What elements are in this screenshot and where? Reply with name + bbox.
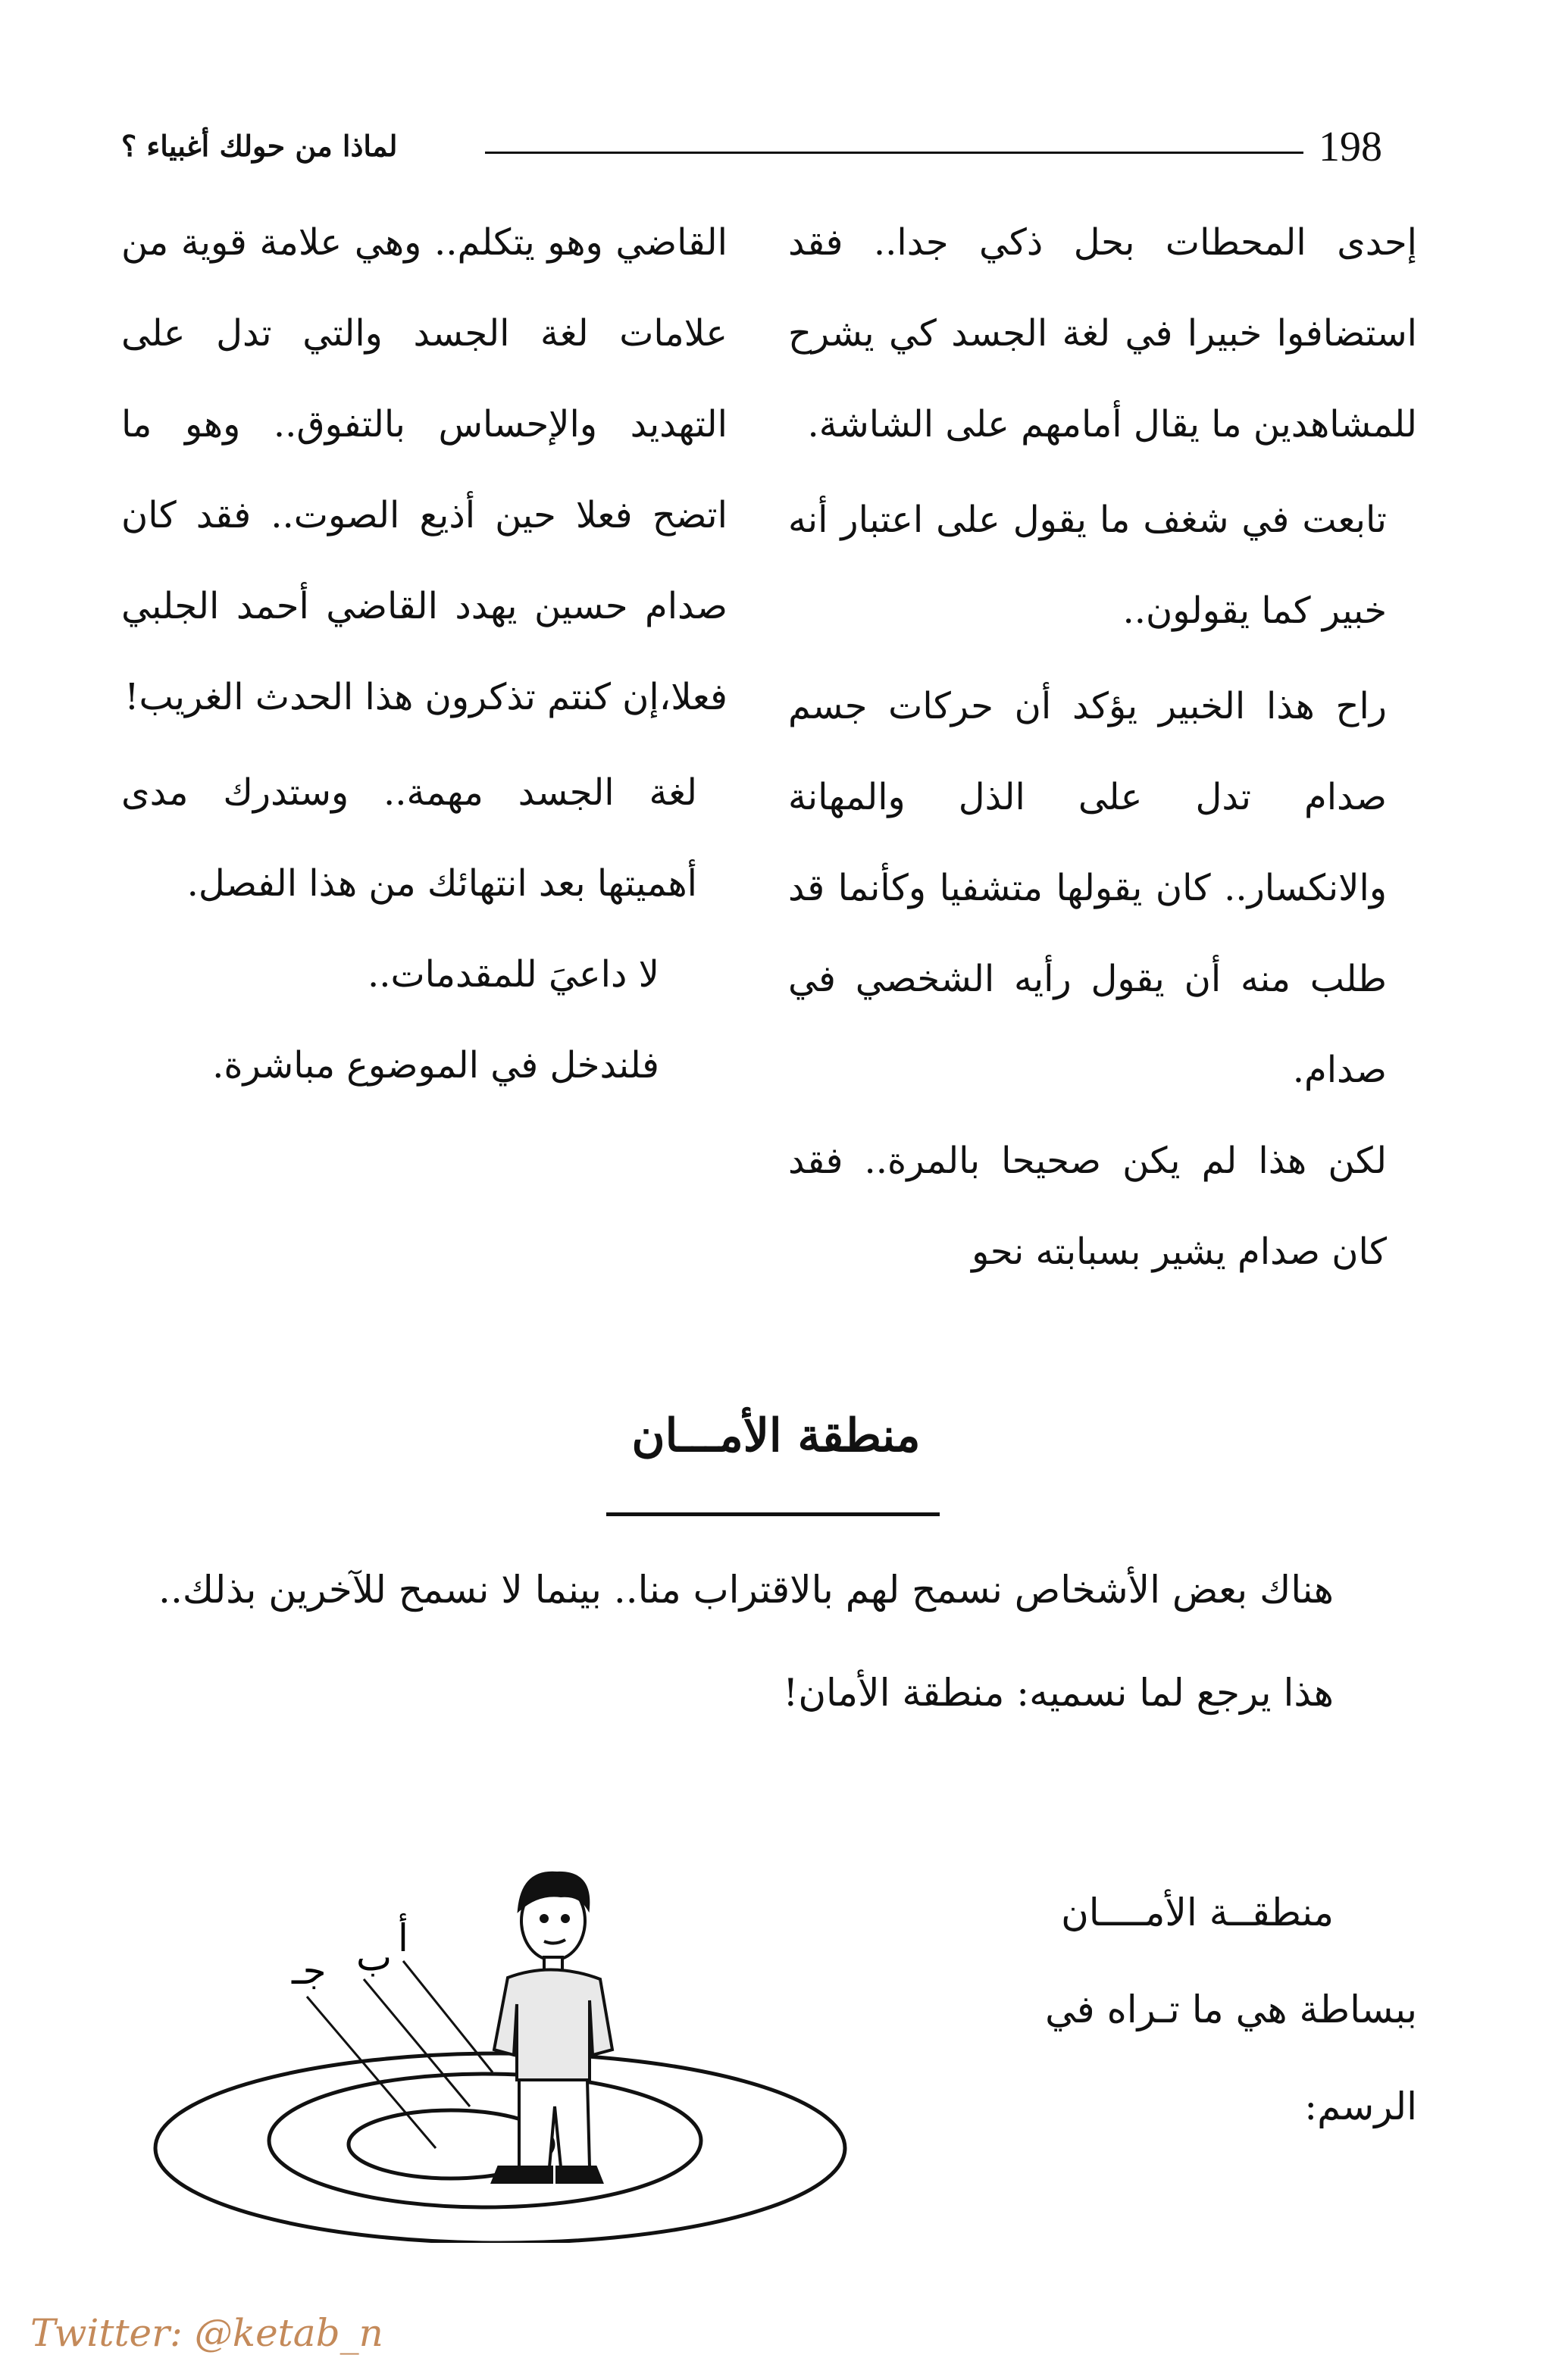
paragraph: هذا يرجع لما نسميه: منطقة الأمان! xyxy=(783,1671,1334,1715)
label-c: جـ xyxy=(292,1949,327,1993)
header-rule xyxy=(485,152,1303,154)
left-column xyxy=(121,197,728,1111)
side-line: منطقــة الأمــــان xyxy=(1061,1891,1334,1934)
paragraph: راح هذا الخبير يؤكد أن حركات جسم صدام تدل على الذل والمهانة والانكسار.. كان يقولها متشفيا وكأنما قد طلب منه أن يقول رأيه الشخصي في صدام. xyxy=(788,685,1387,1091)
paragraph: هناك بعض الأشخاص نسمح لهم بالاقتراب منا.. بينما لا نسمح للآخرين بذلك.. xyxy=(158,1568,1334,1612)
side-line: الرسم: xyxy=(1304,2084,1417,2128)
paragraph: فلندخل في الموضوع مباشرة. xyxy=(212,1044,659,1087)
person-figure xyxy=(493,1873,612,2182)
paragraph: لا داعيَ للمقدمات.. xyxy=(367,953,659,996)
section-title: منطقة الأمـــان xyxy=(631,1409,921,1462)
paragraph: لغة الجسد مهمة.. وستدرك مدى أهميتها بعد انتهائك من هذا الفصل. xyxy=(121,771,697,905)
label-b: ب xyxy=(356,1935,393,1979)
pointer-line-c xyxy=(307,1997,436,2148)
side-line: ببساطة هي ما تـراه في xyxy=(1045,1988,1417,2031)
title-underline xyxy=(606,1512,940,1516)
page-number: 198 xyxy=(1319,124,1382,170)
paragraph: لكن هذا لم يكن صحيحا بالمرة.. فقد كان صدام يشير بسبابته نحو xyxy=(788,1140,1387,1273)
body-text xyxy=(121,1546,1417,1737)
side-text xyxy=(1015,1864,1417,2155)
middle-zone xyxy=(269,2074,701,2207)
right-column xyxy=(788,197,1417,1297)
paragraph: القاضي وهو يتكلم.. وهي علامة قوية من علامات لغة الجسد والتي تدل على التهديد والإحساس بالتفوق.. وهو ما اتضح فعلا حين أذيع الصوت.. فقد كان صدام حسين يهدد القاضي أحمد الجلبي فعلا،إن كنتم تذكرون هذا الحدث الغريب! xyxy=(121,221,728,718)
paragraph: إحدى المحطات بحل ذكي جدا.. فقد استضافوا خبيرا في لغة الجسد كي يشرح للمشاهدين ما يقال أمامهم على الشاشة. xyxy=(788,221,1417,446)
watermark: Twitter: @ketab_n xyxy=(30,2311,383,2355)
outer-zone xyxy=(155,2053,845,2243)
paragraph: تابعت في شغف ما يقول على اعتبار أنه خبير كما يقولون.. xyxy=(788,499,1387,632)
safety-zone-illustration xyxy=(136,1849,955,2243)
label-a: أ xyxy=(398,1916,408,1960)
pointer-line-b xyxy=(364,1979,470,2106)
running-title: لماذا من حولك أغبياء ؟ xyxy=(121,129,398,163)
